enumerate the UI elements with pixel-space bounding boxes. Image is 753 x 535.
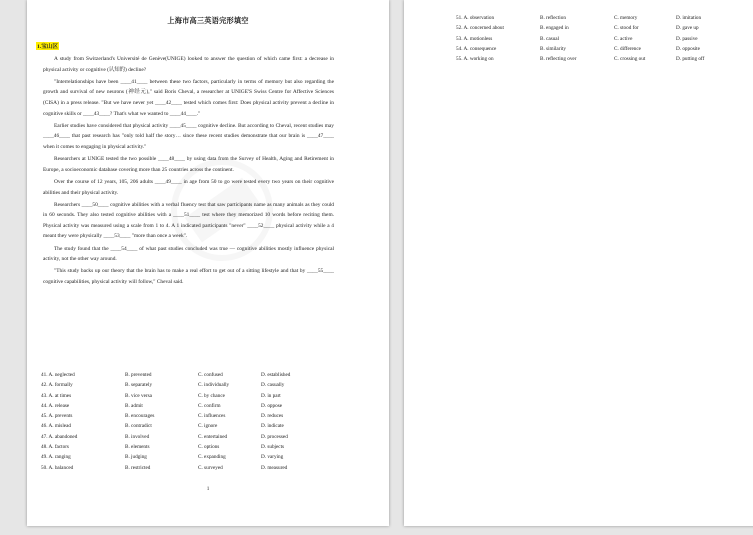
option-row: 55. A. working on B. reflecting over C. crossing out D. putting off	[456, 56, 705, 63]
option-row: 52. A. concerned about B. engaged in C. stood for D. gave up	[456, 25, 699, 32]
paragraph: Over the course of 12 years, 105, 206 adults ____49____ in age from 50 to go were tested every two years on their cognitive abilities and their physical activity.	[43, 178, 334, 196]
option-row: 44. A. release B. admit C. confirm D. oppose	[41, 402, 283, 409]
option-row: 47. A. abandoned B. involved C. entertained D. processed	[41, 433, 288, 440]
paragraph: Earlier studies have considered that physical activity ____45____ cognitive decline. But according to Cheval, recent studies may ____46____ that past research has "only told half the story… since these recent studies demonstrate that our brain is ____47____ when it comes to engaging in physical activity."	[43, 122, 334, 150]
option-row: 50. A. balanced B. restricted C. surveyed D. measured	[41, 464, 288, 471]
section-label: 1.宝山区	[37, 44, 58, 50]
option-row: 53. A. motionless B. casual C. active D. passive	[456, 35, 698, 42]
option-row: 49. A. ranging B. judging C. expanding D. varying	[41, 454, 284, 461]
option-row: 45. A. prevents B. encourages C. influences D. reduces	[41, 413, 284, 420]
options-table	[41, 370, 341, 473]
paragraph: Researchers ____50____ cognitive abilities with a verbal fluency test that saw participants name as many animals as they could in 60 seconds. They also tested cognitive abilities with a ____51____ test where they memorized 10 words before reciting them. Physical activity was measured using a scale from 1 to 4. A 1 indicated participants "never" ____52____ physical activity while a 4 meant they were physically ____53____ "more than once a week".	[43, 201, 334, 240]
paragraph: A study from Switzerland's Université de Genève(UNIGE) looked to answer the question of which came first: a decrease in physical activity or cognitive (认知的) decline?	[43, 56, 334, 73]
option-row: 51. A. observation B. reflection C. memory D. imitation	[456, 15, 702, 21]
option-row: 41. A. neglected B. prevented C. confused D. established	[41, 372, 291, 378]
option-row: 54. A. consequence B. similarity C. difference D. opposite	[456, 45, 700, 52]
option-row: 46. A. mislead B. contradict C. ignore D. indicate	[41, 423, 284, 430]
passage	[43, 54, 334, 289]
option-row: 43. A. at times B. vice versa C. by chance D. in part	[41, 392, 281, 399]
options-table-continued	[456, 13, 704, 64]
paragraph: Researchers at UNIGE tested the two possible ____48____ by using data from the Survey of Health, Aging and Retirement in Europe, a socioeconomic database covering more than 25 countries across the continent.	[43, 156, 334, 173]
document-page-1	[27, 0, 389, 526]
paragraph: "Interrelationships have been ____41____ between these two factors, particularly in terms of memory but also regarding the growth and survival of new neurons (神经元)," said Boris Cheval, a researcher at UNIGE'S Swiss Centre for Affective Sciences (CISA) in a press release. "But we have never yet ____42____ tested which comes first: Does physical activity prevent a decline in cognitive skills or ____43____? That's what we wanted to ____44____."	[43, 78, 334, 117]
paragraph: "This study backs up our theory that the brain has to make a real effort to get out of a sitting lifestyle and that by ____55____ cognitive capabilities, physical activity will follow," Cheval said.	[43, 268, 334, 286]
option-row: 48. A. factors B. elements C. options D. subjects	[41, 444, 285, 451]
document-page-2	[404, 0, 753, 526]
option-row: 42. A. formally B. separately C. individually D. casually	[41, 382, 285, 389]
paragraph: The study found that the ____54____ of what past studies concluded was true — cognitive abilities mostly influence physical activity, not the other way around.	[43, 245, 334, 263]
page-number: 1	[206, 486, 210, 492]
page-title: 上海市高三英语完形填空	[167, 17, 249, 25]
